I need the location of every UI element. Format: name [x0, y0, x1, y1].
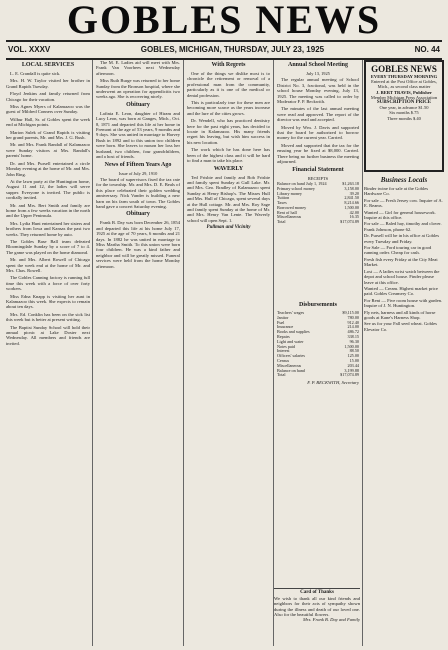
ledger-amount: $1,263.18 [342, 180, 359, 186]
folio-line [6, 40, 442, 60]
financial-statement-heading: Financial Statement [292, 166, 344, 173]
subscription-rate: Six months $.75 [389, 110, 419, 116]
ledger-label: Books and supplies [277, 329, 310, 335]
ledger-label: Miscellaneous [277, 214, 302, 220]
ledger-label: Taxes [277, 200, 287, 206]
local-item: The Gobles Canning factory is running full time this week with a force of over forty workers. [6, 275, 90, 292]
receipts-table [277, 182, 359, 225]
subscription-box-entry: Entered at the Post Office at Gobles, Mich., as second class matter [371, 79, 437, 90]
ledger-amount: $9,115.00 [342, 310, 359, 315]
card-of-thanks [274, 588, 360, 647]
ledger-amount: 16.35 [349, 214, 359, 220]
secretary-signature: F. P. BECKWITH, Secretary [307, 380, 359, 386]
ledger-label: Insurance [277, 324, 294, 330]
subscription-box-member: Member Michigan Press Association [370, 94, 438, 100]
ledger-label: Borrowed money [277, 204, 307, 210]
subscription-box [364, 60, 444, 172]
local-news-list [6, 71, 90, 346]
ledger-label: Repairs [277, 333, 290, 339]
ledger-label: Balance on hand [277, 367, 305, 373]
article-paragraph: Dr. Wendell, who has practiced dentistry here for the past eight years, has decided to locate in Kalamazoo. His many friends regret his leaving, but wish him success in his new location. [187, 118, 270, 145]
ledger-amount: 125.00 [347, 353, 359, 359]
article-paragraph: The regular annual meeting of School District No. 3, fractional, was held in the school house Monday evening, July 13, 1925. The meeting was called to order by Moderator F. P. Beckwith. [277, 77, 359, 105]
ledger-label: Primary school money [277, 185, 315, 191]
article-paragraph: Moved and supported that the tax for the ensuing year be fixed at $8,000. Carried. There being no further business the meeting adjourned. [277, 142, 359, 165]
local-item: Mrs. Ed. Conklin has been on the sick list this week but is better at present writing. [6, 311, 90, 323]
business-item: For Sale — Ford touring car in good running order. Cheap for cash. [364, 245, 432, 256]
local-item: Miss Agnes Myers of Kalamazoo was the guest of Mildred Conners over Sunday. [6, 104, 90, 115]
waverly-heading: WAVERLY [213, 165, 244, 172]
card-of-thanks-heading: Card of Thanks [300, 590, 334, 595]
ledger-label: Teachers' wages [277, 310, 305, 315]
ledger-total-label: Total [277, 372, 286, 378]
subscription-rate: Three months $.40 [387, 115, 421, 121]
school-meeting-heading: Annual School Meeting [287, 62, 348, 68]
ledger-label: Balance on hand July 1, 1924 [277, 180, 327, 186]
subscription-rate: One year, in advance $1.50 [379, 105, 429, 111]
ledger-amount: 2,841.50 [344, 195, 359, 201]
column-disbursements [277, 300, 359, 584]
ledger-amount: 39.20 [349, 190, 359, 196]
ledger-amount: 486.72 [347, 329, 359, 335]
ledger-amount: 214.00 [347, 324, 359, 330]
local-item: Mr. and Mrs. Bert Smith and family are home from a few weeks vacation in the north and the Upper Peninsula. [6, 202, 90, 219]
local-item: The Baptist Sunday School will hold their annual picnic at Lake Doster next Wednesday. All members and friends are invited. [6, 324, 90, 346]
ledger-amount: 203.44 [347, 362, 359, 368]
school-meeting-date: July 13, 1925 [306, 71, 330, 76]
disbursements-heading: Disbursements [298, 302, 337, 308]
local-item: Miss Edna Knapp is visiting her aunt in Kalamazoo this week. She expects to remain about ten days. [6, 293, 90, 310]
local-item: Wilbur Hall, Sr. of Gobles spent the week end at Michigan points. [6, 116, 90, 128]
business-item: See us for your Fall seed wheat. Gobles Elevator Co. [364, 321, 437, 332]
article-paragraph: The minutes of the last annual meeting were read and approved. The report of the director was read and accepted. [277, 106, 359, 123]
dateline: GOBLES, MICHIGAN, THURSDAY, JULY 23, 1925 [140, 45, 325, 54]
ledger-amount: 3,199.88 [344, 367, 359, 373]
ledger-label: Rent of hall [277, 209, 297, 215]
volume-label: VOL. XXXV [8, 45, 51, 54]
business-item: Fly nets, harness and all kinds of horse goods at Kane's Harness Shop. [364, 309, 436, 320]
local-news-heading: LOCAL SERVICES [21, 62, 75, 68]
ledger-label: Light and water [277, 338, 304, 344]
article-paragraph: Miss Ruth Burge was returned to her home Sunday from the Bronson hospital, where she underwent an operation for appendicitis two weeks ago. She is recovering nicely. [96, 78, 180, 100]
waverly-text: Ted Frisbie and family and Bob Frisbie and family spent Sunday at Gull Lake. Mr. and Mrs. Geo. Bradley of Kalamazoo spent Sunday at Henry Bishop's. The Misses Hull and Mrs. Hull of Chicago, spent several days at the Hull cottage. Mr. and Mrs. Roy Sage and family spent Sunday at the home of Mr. and Mrs. Henry Van Lente. The Waverly school will open Sept. 1. [187, 174, 270, 223]
article-paragraph: The M. E. Ladies aid will meet with Mrs. Frank Van Voorhees next Wednesday afternoon. [96, 60, 180, 76]
news-fifteen-years-heading: News of Fifteen Years Ago [104, 161, 172, 168]
masthead-title: GOBLES NEWS [66, 0, 382, 42]
news-fifteen-years-text: The board of supervisors fixed the tax rate for the township. Mr. and Mrs. D. E. Beals of this place celebrated their golden wedding anniversary. Nick Vander is building a new barn on his farm south of town. The Gobles band gave a concert Saturday evening. [96, 176, 180, 209]
ledger-label: Janitor [277, 314, 289, 320]
card-of-thanks-text: We wish to thank all our kind friends and neighbors for their acts of sympathy shown during the illness and death of our loved one. Also for the beautiful flowers. [274, 596, 360, 617]
pullman-heading: Pullman and Vicinity [206, 225, 251, 231]
business-item: For Rent — Five room house with garden. Inquire of J. N. Huntington. [364, 297, 443, 309]
business-item: Wanted — Girl for general housework. Inquire at this office. [364, 209, 436, 221]
column-rule [362, 60, 363, 646]
business-item: For sale — Baled hay, timothy and clover. Frank Johnson, phone 62. [364, 221, 442, 232]
article-paragraph: Moved by Wm. J. Davis and supported that the board be authorized to borrow money for the current year. Carried. [277, 124, 359, 141]
local-item: The Gobles Base Ball team defeated Bloomingdale Sunday by a score of 7 to 4. The game was played on the home diamond. [6, 238, 90, 255]
ledger-amount: 780.00 [347, 314, 359, 320]
ledger-amount: 15.00 [349, 357, 359, 363]
subscription-rates-heading: SUBSCRIPTION PRICE [376, 100, 432, 106]
column-two [96, 60, 180, 646]
local-item: L. E. Crandall is quite sick. [10, 71, 61, 76]
subscription-box-publisher: J. BERT TRAVIS, Publisher [376, 89, 432, 95]
ledger-label: Fuel [277, 319, 285, 325]
local-item: Mrs. Lydia Hunt entertained her sisters and brothers from Iowa and Kansas the past two weeks. They returned home by auto. [6, 220, 90, 237]
ledger-label: Miscellaneous [277, 362, 302, 368]
ledger-total-amount: $17,074.89 [340, 372, 359, 378]
ledger-label: Notes paid [277, 343, 296, 349]
ledger-amount: 42.00 [349, 209, 359, 215]
column-three [187, 60, 270, 646]
card-of-thanks-signature: Mrs. Frank B. Day and Family [302, 617, 360, 623]
local-item: At the lawn party at the Huntington home, August 11 and 12, the ladies will serve supper. Everyone is invited. The public is cordially invited. [6, 178, 90, 201]
ledger-amount: 8,214.66 [344, 200, 359, 206]
issue-number: NO. 44 [414, 45, 440, 54]
local-item: Dr. and Mrs. Pursell entertained a circle Monday evening at the home of Mr. and Mrs. John Ring. [6, 160, 90, 177]
ledger-label: Officers' salaries [277, 353, 305, 359]
ledger-amount: 338.15 [347, 333, 359, 339]
business-item: For sale — Fresh Jersey cow. Inquire of A. E. Reams. [364, 197, 443, 209]
obituary-text: Frank B. Day was born December 26, 1854 and departed this life at his home July 17, 1925 at the age of 70 years, 6 months and 21 days. In 1882 he was united in marriage to Miss Martha Smith. To this union were born four children. He was a kind father and neighbor and will be greatly missed. Funeral services were held from the home Monday afternoon. [96, 220, 180, 269]
article-paragraph: This is particularly true for these men are becoming more scarce as the years increase and the lure of the cities grows. [187, 100, 270, 116]
ledger-label: Interest [277, 348, 290, 354]
subscription-box-title: GOBLES NEWS [371, 64, 437, 74]
receipts-subheading: RECEIPTS [307, 175, 329, 181]
ledger-amount: 96.30 [349, 338, 359, 344]
article-paragraph: One of the things we dislike most is to chronicle the retirement or removal of a professional man from the community, particularly as it is one of the medical or dental profession. [187, 71, 270, 98]
local-item: Floyd Jenkins and family returned from Chicago for their vacation. [6, 91, 90, 102]
ledger-label: Census [277, 357, 290, 363]
table-row-total [277, 373, 359, 378]
table-row-total [277, 220, 359, 225]
local-item: Mr. and Mrs. Frank Randall of Kalamazoo were Sunday visitors at Mrs. Randall's parents' home. [6, 142, 90, 159]
ledger-label: Library money [277, 190, 303, 196]
obituary-heading: Obituary [126, 101, 150, 108]
ledger-amount: 1,500.00 [344, 343, 359, 349]
business-locals-heading: Business Locals [380, 176, 428, 184]
ledger-label: Tuition [277, 195, 290, 201]
ledger-amount: 88.50 [349, 348, 359, 354]
column-rule [273, 60, 274, 646]
obituary-text: Lafinia E. Leon, daughter of Hiram and Lucy Leon, was born at Ganges, Mich., Oct. 8, 1871 and departed this life at her home in Fremont at the age of 53 years, 9 months and 9 days. She was united in marriage to Harvey Bush in 1892 and to this union two children were born. She leaves to mourn her loss her husband, two children, four grandchildren, and a host of friends. [96, 110, 180, 160]
news-fifteen-years-subheading: Issue of July 29, 1910 [118, 170, 158, 176]
local-item: Mr. and Mrs. Albert Rowell of Chicago spent the week end at the home of Mr. and Mrs. Chas. Rowell. [6, 257, 90, 273]
obituary-heading: Obituary [126, 211, 150, 218]
ledger-amount: 1,500.00 [344, 204, 359, 210]
business-item: Fresh fish every Friday at the City Meat Market. [364, 256, 438, 268]
ledger-amount: 912.40 [347, 319, 359, 325]
ledger-total-label: Total [277, 219, 286, 225]
business-item: Wanted — Cream. Highest market price paid. Gobles Creamery Co. [364, 285, 438, 297]
business-item: Lost — A ladies wrist watch between the depot and school house. Finder please leave at this office. [364, 268, 440, 285]
business-locals [364, 176, 444, 646]
disbursements-table [277, 311, 359, 378]
local-item: Marion Sulek of Grand Rapids is visiting her grand parents, Mr. and Mrs. J. G. Bush. [6, 129, 90, 141]
business-item: Dr. Pursell will be in his office at Gobles every Tuesday and Friday. [364, 233, 440, 244]
ledger-amount: 3,158.00 [344, 185, 359, 191]
business-item: Binder twine for sale at the Gobles Hardware Co. [364, 186, 429, 197]
column-rule [183, 60, 184, 646]
ledger-total-amount: $17,074.89 [340, 219, 359, 225]
with-regrets-heading: With Regrets [211, 62, 246, 68]
column-rule [92, 60, 93, 646]
article-paragraph: The work which he has done here has been of the highest class and it will be hard to find a man to take his place. [187, 147, 270, 164]
local-item: Mrs. H. W. Taylor visited her brother in Grand Rapids Tuesday. [6, 78, 90, 89]
subscription-box-frequency: EVERY THURSDAY MORNING [370, 74, 438, 79]
column-local-news [6, 60, 90, 646]
